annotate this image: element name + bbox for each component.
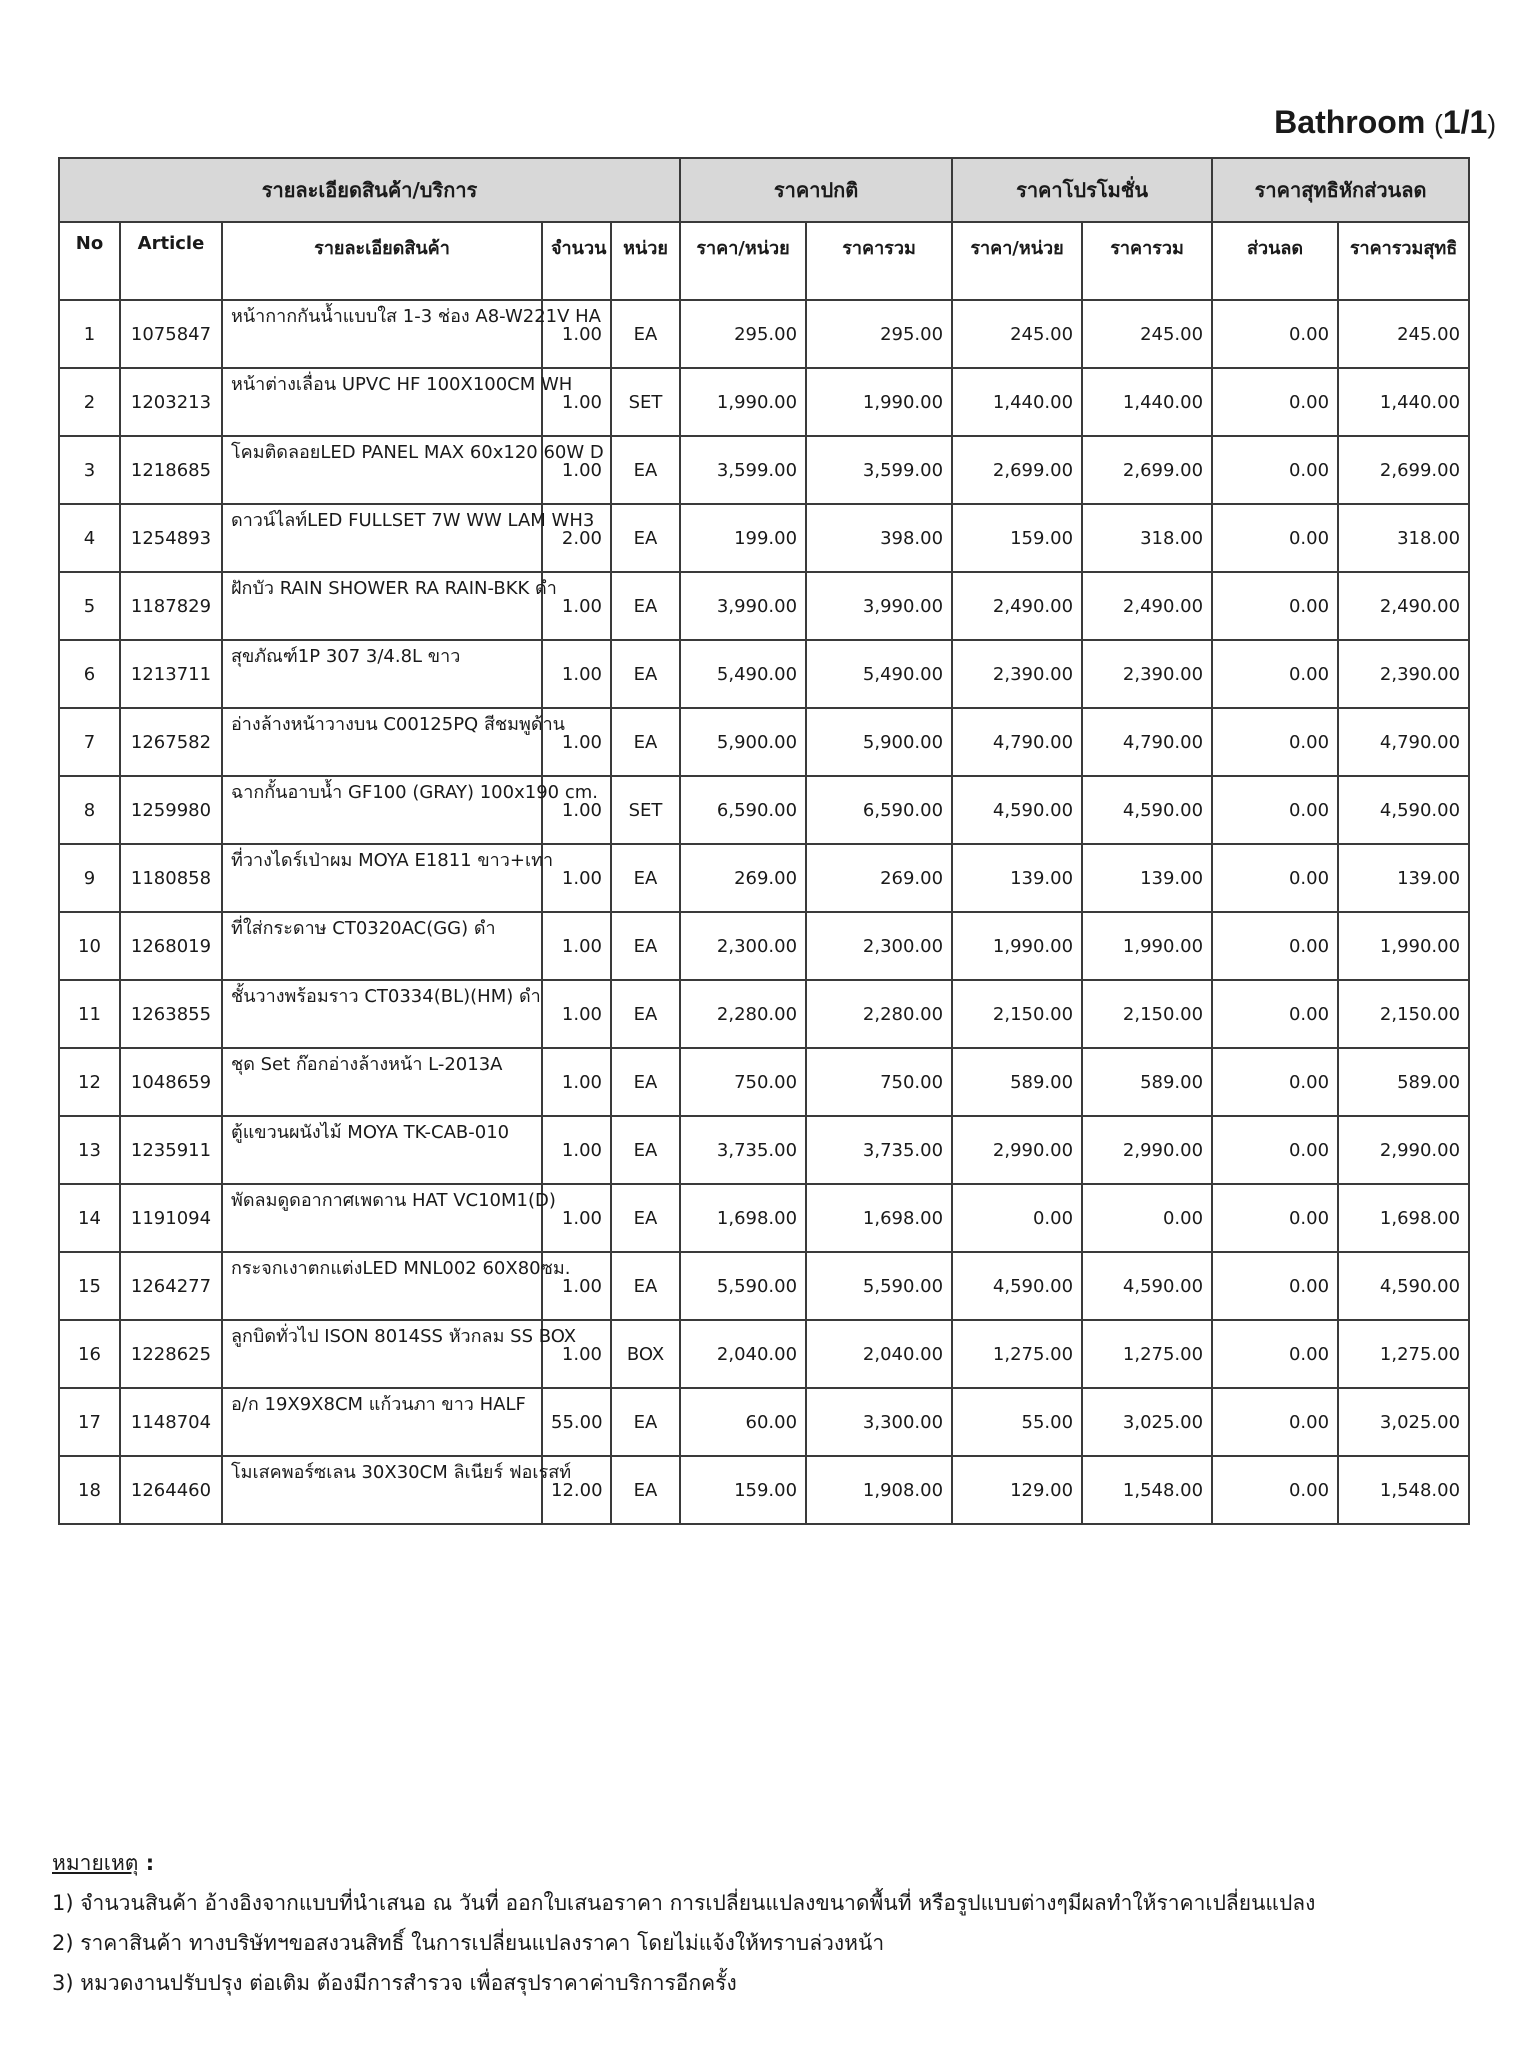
cell-discount: 0.00 xyxy=(1212,436,1338,504)
page-title xyxy=(1274,104,1496,141)
table-row xyxy=(59,1048,1469,1116)
cell-total: 1,908.00 xyxy=(806,1456,952,1524)
cell-article: 1268019 xyxy=(120,912,222,980)
note-line-2: 2) ราคาสินค้า ทางบริษัทฯขอสงวนสิทธิ์ ในการเปลี่ยนแปลงราคา โดยไม่แจ้งให้ทราบล่วงหน้า xyxy=(52,1931,885,1955)
cell-article: 1264277 xyxy=(120,1252,222,1320)
cell-no: 13 xyxy=(59,1116,120,1184)
cell-net-total: 245.00 xyxy=(1338,300,1469,368)
cell-net-total: 3,025.00 xyxy=(1338,1388,1469,1456)
cell-total: 6,590.00 xyxy=(806,776,952,844)
cell-description: หน้าต่างเลื่อน UPVC HF 100X100CM WH xyxy=(222,368,542,436)
table-row xyxy=(59,300,1469,368)
cell-unit: SET xyxy=(611,776,680,844)
cell-description: ตู้แขวนผนังไม้ MOYA TK-CAB-010 xyxy=(222,1116,542,1184)
column-header-row xyxy=(59,222,1469,300)
cell-description: ฝักบัว RAIN SHOWER RA RAIN-BKK ดำ xyxy=(222,572,542,640)
cell-no: 3 xyxy=(59,436,120,504)
cell-unit-price: 295.00 xyxy=(680,300,806,368)
cell-no: 15 xyxy=(59,1252,120,1320)
cell-unit-price: 750.00 xyxy=(680,1048,806,1116)
cell-description: ฉากกั้นอาบน้ำ GF100 (GRAY) 100x190 cm. xyxy=(222,776,542,844)
cell-promo-unit-price: 0.00 xyxy=(952,1184,1082,1252)
cell-article: 1213711 xyxy=(120,640,222,708)
cell-discount: 0.00 xyxy=(1212,572,1338,640)
table-row xyxy=(59,504,1469,572)
table-row xyxy=(59,776,1469,844)
cell-promo-total: 1,440.00 xyxy=(1082,368,1212,436)
cell-promo-unit-price: 4,590.00 xyxy=(952,1252,1082,1320)
cell-discount: 0.00 xyxy=(1212,708,1338,776)
cell-unit-price: 2,300.00 xyxy=(680,912,806,980)
table-row xyxy=(59,1388,1469,1456)
cell-unit-price: 159.00 xyxy=(680,1456,806,1524)
cell-qty: 1.00 xyxy=(542,436,611,504)
cell-discount: 0.00 xyxy=(1212,640,1338,708)
table-row xyxy=(59,980,1469,1048)
cell-no: 2 xyxy=(59,368,120,436)
cell-discount: 0.00 xyxy=(1212,1252,1338,1320)
cell-unit-price: 269.00 xyxy=(680,844,806,912)
cell-unit: EA xyxy=(611,1252,680,1320)
cell-unit: EA xyxy=(611,504,680,572)
cell-no: 16 xyxy=(59,1320,120,1388)
column-header-unit: หน่วย xyxy=(611,222,680,300)
cell-article: 1148704 xyxy=(120,1388,222,1456)
cell-promo-unit-price: 129.00 xyxy=(952,1456,1082,1524)
cell-description: ชุด Set ก๊อกอ่างล้างหน้า L-2013A xyxy=(222,1048,542,1116)
cell-unit-price: 5,590.00 xyxy=(680,1252,806,1320)
cell-qty: 1.00 xyxy=(542,572,611,640)
cell-promo-total: 2,490.00 xyxy=(1082,572,1212,640)
cell-unit: EA xyxy=(611,1456,680,1524)
cell-net-total: 2,390.00 xyxy=(1338,640,1469,708)
cell-description: หน้ากากกันน้ำแบบใส 1-3 ช่อง A8-W221V HA xyxy=(222,300,542,368)
cell-total: 750.00 xyxy=(806,1048,952,1116)
cell-no: 10 xyxy=(59,912,120,980)
cell-no: 17 xyxy=(59,1388,120,1456)
cell-promo-unit-price: 1,275.00 xyxy=(952,1320,1082,1388)
cell-qty: 1.00 xyxy=(542,300,611,368)
cell-promo-total: 4,590.00 xyxy=(1082,1252,1212,1320)
cell-description: พัดลมดูดอากาศเพดาน HAT VC10M1(D) xyxy=(222,1184,542,1252)
note-line-3: 3) หมวดงานปรับปรุง ต่อเติม ต้องมีการสำรวจ เพื่อสรุปราคาค่าบริการอีกครั้ง xyxy=(52,1971,737,1995)
cell-net-total: 2,490.00 xyxy=(1338,572,1469,640)
cell-unit: EA xyxy=(611,1048,680,1116)
cell-net-total: 1,548.00 xyxy=(1338,1456,1469,1524)
cell-article: 1263855 xyxy=(120,980,222,1048)
cell-total: 5,900.00 xyxy=(806,708,952,776)
cell-unit: EA xyxy=(611,980,680,1048)
cell-net-total: 589.00 xyxy=(1338,1048,1469,1116)
cell-promo-total: 589.00 xyxy=(1082,1048,1212,1116)
table-row xyxy=(59,572,1469,640)
cell-discount: 0.00 xyxy=(1212,980,1338,1048)
cell-description: ลูกบิดทั่วไป ISON 8014SS หัวกลม SS BOX xyxy=(222,1320,542,1388)
notes-colon: : xyxy=(138,1851,155,1875)
cell-promo-unit-price: 2,150.00 xyxy=(952,980,1082,1048)
cell-unit: EA xyxy=(611,572,680,640)
group-header-row xyxy=(59,158,1469,222)
cell-no: 6 xyxy=(59,640,120,708)
cell-total: 3,735.00 xyxy=(806,1116,952,1184)
cell-promo-unit-price: 159.00 xyxy=(952,504,1082,572)
table-body xyxy=(59,300,1469,1524)
cell-article: 1259980 xyxy=(120,776,222,844)
table-row xyxy=(59,844,1469,912)
cell-discount: 0.00 xyxy=(1212,1048,1338,1116)
cell-discount: 0.00 xyxy=(1212,368,1338,436)
cell-promo-unit-price: 589.00 xyxy=(952,1048,1082,1116)
cell-promo-unit-price: 2,390.00 xyxy=(952,640,1082,708)
cell-promo-unit-price: 1,990.00 xyxy=(952,912,1082,980)
cell-promo-total: 318.00 xyxy=(1082,504,1212,572)
notes-section xyxy=(52,1843,1315,2003)
table-row xyxy=(59,1184,1469,1252)
cell-promo-total: 2,150.00 xyxy=(1082,980,1212,1048)
cell-net-total: 2,990.00 xyxy=(1338,1116,1469,1184)
cell-total: 5,590.00 xyxy=(806,1252,952,1320)
cell-promo-unit-price: 1,440.00 xyxy=(952,368,1082,436)
cell-net-total: 2,699.00 xyxy=(1338,436,1469,504)
cell-article: 1187829 xyxy=(120,572,222,640)
cell-description: ที่ใส่กระดาษ CT0320AC(GG) ดำ xyxy=(222,912,542,980)
group-header-details: รายละเอียดสินค้า/บริการ xyxy=(59,158,680,222)
cell-description: อ่างล้างหน้าวางบน C00125PQ สีชมพูด้าน xyxy=(222,708,542,776)
column-header-net-total: ราคารวมสุทธิ xyxy=(1338,222,1469,300)
cell-qty: 1.00 xyxy=(542,1116,611,1184)
cell-qty: 1.00 xyxy=(542,776,611,844)
cell-qty: 12.00 xyxy=(542,1456,611,1524)
column-header-promo-total: ราคารวม xyxy=(1082,222,1212,300)
cell-description: โมเสคพอร์ซเลน 30X30CM ลิเนียร์ ฟอเรสท์ xyxy=(222,1456,542,1524)
cell-qty: 2.00 xyxy=(542,504,611,572)
column-header-normal-total: ราคารวม xyxy=(806,222,952,300)
cell-discount: 0.00 xyxy=(1212,844,1338,912)
cell-unit-price: 199.00 xyxy=(680,504,806,572)
table-row xyxy=(59,1456,1469,1524)
title-close-paren: ) xyxy=(1487,109,1496,139)
table-row xyxy=(59,368,1469,436)
cell-unit: EA xyxy=(611,640,680,708)
column-header-discount: ส่วนลด xyxy=(1212,222,1338,300)
table-row xyxy=(59,1252,1469,1320)
cell-net-total: 1,440.00 xyxy=(1338,368,1469,436)
cell-unit-price: 3,599.00 xyxy=(680,436,806,504)
group-header-promo-price: ราคาโปรโมชั่น xyxy=(952,158,1212,222)
column-header-promo-unit-price: ราคา/หน่วย xyxy=(952,222,1082,300)
cell-unit: EA xyxy=(611,1388,680,1456)
cell-unit: SET xyxy=(611,368,680,436)
cell-discount: 0.00 xyxy=(1212,300,1338,368)
cell-net-total: 4,590.00 xyxy=(1338,776,1469,844)
cell-promo-total: 4,590.00 xyxy=(1082,776,1212,844)
cell-total: 2,280.00 xyxy=(806,980,952,1048)
cell-no: 11 xyxy=(59,980,120,1048)
cell-unit-price: 1,698.00 xyxy=(680,1184,806,1252)
cell-total: 295.00 xyxy=(806,300,952,368)
cell-promo-total: 0.00 xyxy=(1082,1184,1212,1252)
column-header-qty: จำนวน xyxy=(542,222,611,300)
cell-description: อ/ก 19X9X8CM แก้วนภา ขาว HALF xyxy=(222,1388,542,1456)
cell-discount: 0.00 xyxy=(1212,912,1338,980)
cell-promo-total: 139.00 xyxy=(1082,844,1212,912)
cell-no: 1 xyxy=(59,300,120,368)
cell-qty: 1.00 xyxy=(542,368,611,436)
cell-no: 12 xyxy=(59,1048,120,1116)
cell-unit: EA xyxy=(611,436,680,504)
title-page: 1/1 xyxy=(1442,104,1488,140)
cell-promo-total: 1,275.00 xyxy=(1082,1320,1212,1388)
cell-unit-price: 2,040.00 xyxy=(680,1320,806,1388)
cell-article: 1048659 xyxy=(120,1048,222,1116)
cell-article: 1180858 xyxy=(120,844,222,912)
cell-promo-unit-price: 55.00 xyxy=(952,1388,1082,1456)
cell-total: 398.00 xyxy=(806,504,952,572)
cell-unit: EA xyxy=(611,844,680,912)
cell-promo-unit-price: 2,990.00 xyxy=(952,1116,1082,1184)
cell-qty: 1.00 xyxy=(542,1252,611,1320)
cell-net-total: 4,790.00 xyxy=(1338,708,1469,776)
cell-article: 1264460 xyxy=(120,1456,222,1524)
column-header-normal-unit-price: ราคา/หน่วย xyxy=(680,222,806,300)
group-header-normal-price: ราคาปกติ xyxy=(680,158,952,222)
table-row xyxy=(59,1320,1469,1388)
cell-total: 2,040.00 xyxy=(806,1320,952,1388)
cell-article: 1075847 xyxy=(120,300,222,368)
cell-description: ดาวน์ไลท์LED FULLSET 7W WW LAM WH3 xyxy=(222,504,542,572)
column-header-description: รายละเอียดสินค้า xyxy=(222,222,542,300)
cell-article: 1191094 xyxy=(120,1184,222,1252)
cell-discount: 0.00 xyxy=(1212,1116,1338,1184)
cell-qty: 1.00 xyxy=(542,1320,611,1388)
cell-qty: 1.00 xyxy=(542,640,611,708)
cell-description: โคมติดลอยLED PANEL MAX 60x120 60W D xyxy=(222,436,542,504)
cell-total: 3,300.00 xyxy=(806,1388,952,1456)
cell-promo-total: 1,548.00 xyxy=(1082,1456,1212,1524)
cell-qty: 1.00 xyxy=(542,708,611,776)
cell-no: 14 xyxy=(59,1184,120,1252)
cell-promo-unit-price: 139.00 xyxy=(952,844,1082,912)
table-row xyxy=(59,912,1469,980)
cell-unit: EA xyxy=(611,708,680,776)
cell-total: 1,698.00 xyxy=(806,1184,952,1252)
cell-net-total: 1,990.00 xyxy=(1338,912,1469,980)
cell-description: ชั้นวางพร้อมราว CT0334(BL)(HM) ดำ xyxy=(222,980,542,1048)
cell-unit-price: 3,735.00 xyxy=(680,1116,806,1184)
cell-description: สุขภัณฑ์1P 307 3/4.8L ขาว xyxy=(222,640,542,708)
cell-unit-price: 5,490.00 xyxy=(680,640,806,708)
note-line-1: 1) จำนวนสินค้า อ้างอิงจากแบบที่นำเสนอ ณ วันที่ ออกใบเสนอราคา การเปลี่ยนแปลงขนาดพื้นที่ หรือรูปแบบต่างๆมีผลทำให้ราคาเปลี่ยนแปลง xyxy=(52,1891,1316,1915)
notes-heading: หมายเหตุ xyxy=(52,1851,139,1875)
cell-unit-price: 60.00 xyxy=(680,1388,806,1456)
cell-net-total: 1,698.00 xyxy=(1338,1184,1469,1252)
cell-unit-price: 1,990.00 xyxy=(680,368,806,436)
cell-promo-unit-price: 4,790.00 xyxy=(952,708,1082,776)
cell-unit: BOX xyxy=(611,1320,680,1388)
cell-net-total: 318.00 xyxy=(1338,504,1469,572)
cell-no: 4 xyxy=(59,504,120,572)
cell-qty: 1.00 xyxy=(542,1048,611,1116)
cell-unit-price: 2,280.00 xyxy=(680,980,806,1048)
cell-promo-total: 4,790.00 xyxy=(1082,708,1212,776)
table-row xyxy=(59,436,1469,504)
cell-promo-total: 1,990.00 xyxy=(1082,912,1212,980)
group-header-net-price: ราคาสุทธิหักส่วนลด xyxy=(1212,158,1469,222)
quotation-table xyxy=(58,157,1470,1525)
cell-total: 3,990.00 xyxy=(806,572,952,640)
cell-article: 1218685 xyxy=(120,436,222,504)
cell-total: 1,990.00 xyxy=(806,368,952,436)
cell-net-total: 2,150.00 xyxy=(1338,980,1469,1048)
notes-heading-line xyxy=(52,1843,1315,1883)
cell-promo-unit-price: 2,699.00 xyxy=(952,436,1082,504)
cell-article: 1254893 xyxy=(120,504,222,572)
cell-no: 7 xyxy=(59,708,120,776)
cell-net-total: 4,590.00 xyxy=(1338,1252,1469,1320)
cell-no: 18 xyxy=(59,1456,120,1524)
cell-promo-unit-price: 245.00 xyxy=(952,300,1082,368)
cell-total: 3,599.00 xyxy=(806,436,952,504)
cell-qty: 1.00 xyxy=(542,844,611,912)
cell-promo-unit-price: 2,490.00 xyxy=(952,572,1082,640)
cell-total: 5,490.00 xyxy=(806,640,952,708)
cell-promo-total: 245.00 xyxy=(1082,300,1212,368)
cell-discount: 0.00 xyxy=(1212,1388,1338,1456)
cell-unit-price: 3,990.00 xyxy=(680,572,806,640)
cell-unit-price: 5,900.00 xyxy=(680,708,806,776)
cell-article: 1203213 xyxy=(120,368,222,436)
cell-discount: 0.00 xyxy=(1212,504,1338,572)
table-row xyxy=(59,708,1469,776)
cell-qty: 55.00 xyxy=(542,1388,611,1456)
cell-no: 9 xyxy=(59,844,120,912)
cell-unit-price: 6,590.00 xyxy=(680,776,806,844)
column-header-article: Article xyxy=(120,222,222,300)
cell-discount: 0.00 xyxy=(1212,1184,1338,1252)
cell-unit: EA xyxy=(611,1184,680,1252)
title-main: Bathroom xyxy=(1274,104,1426,140)
cell-promo-unit-price: 4,590.00 xyxy=(952,776,1082,844)
title-open-paren: ( xyxy=(1434,109,1443,139)
table-row xyxy=(59,640,1469,708)
cell-discount: 0.00 xyxy=(1212,1320,1338,1388)
cell-description: กระจกเงาตกแต่งLED MNL002 60X80ซม. xyxy=(222,1252,542,1320)
cell-qty: 1.00 xyxy=(542,1184,611,1252)
cell-qty: 1.00 xyxy=(542,980,611,1048)
cell-promo-total: 3,025.00 xyxy=(1082,1388,1212,1456)
cell-discount: 0.00 xyxy=(1212,1456,1338,1524)
cell-total: 2,300.00 xyxy=(806,912,952,980)
cell-promo-total: 2,699.00 xyxy=(1082,436,1212,504)
cell-description: ที่วางไดร์เป่าผม MOYA E1811 ขาว+เทา xyxy=(222,844,542,912)
cell-promo-total: 2,390.00 xyxy=(1082,640,1212,708)
cell-net-total: 1,275.00 xyxy=(1338,1320,1469,1388)
cell-promo-total: 2,990.00 xyxy=(1082,1116,1212,1184)
table-row xyxy=(59,1116,1469,1184)
cell-discount: 0.00 xyxy=(1212,776,1338,844)
cell-article: 1228625 xyxy=(120,1320,222,1388)
cell-unit: EA xyxy=(611,1116,680,1184)
cell-total: 269.00 xyxy=(806,844,952,912)
cell-qty: 1.00 xyxy=(542,912,611,980)
cell-article: 1235911 xyxy=(120,1116,222,1184)
cell-unit: EA xyxy=(611,300,680,368)
column-header-no: No xyxy=(59,222,120,300)
cell-unit: EA xyxy=(611,912,680,980)
cell-no: 5 xyxy=(59,572,120,640)
cell-no: 8 xyxy=(59,776,120,844)
cell-net-total: 139.00 xyxy=(1338,844,1469,912)
cell-article: 1267582 xyxy=(120,708,222,776)
